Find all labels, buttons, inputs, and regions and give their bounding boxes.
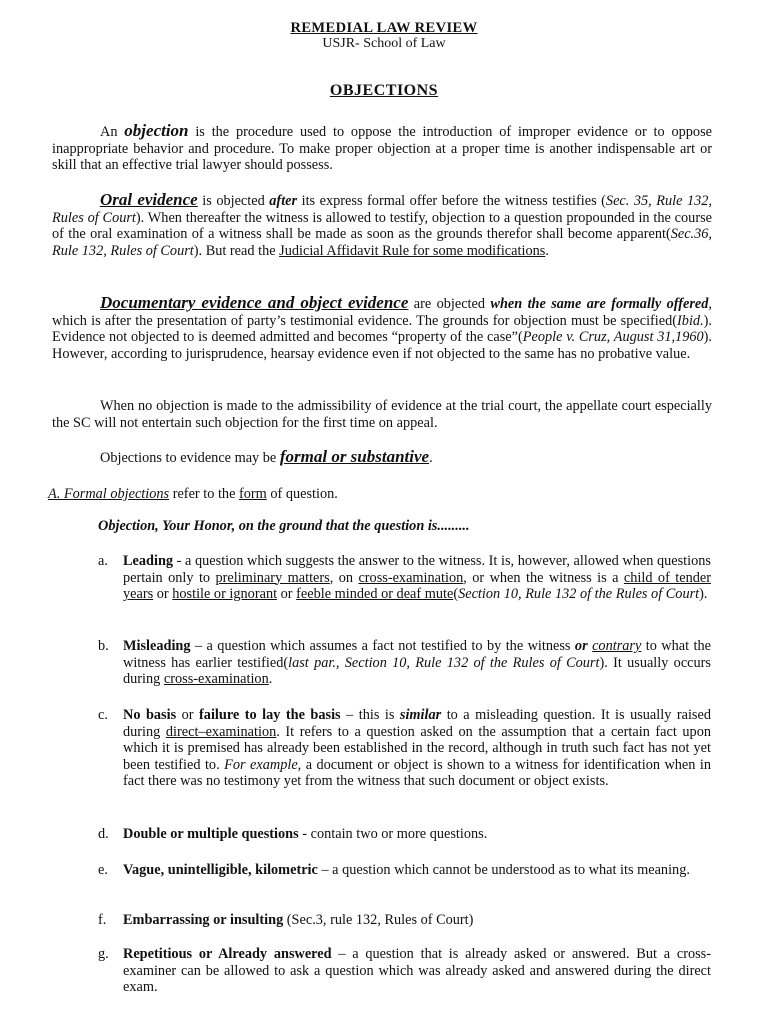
doc-text-2: , which is after the presentation of party’s testimonial evidence. The grounds for objection must be specified( — [52, 296, 712, 329]
document-subtitle: USJR- School of Law — [322, 36, 446, 51]
oral-citation-2: Sec.36, Rule 132, Rules of Court — [52, 226, 712, 259]
a-text-2: , on — [329, 569, 359, 586]
a-citation: Section 10, Rule 132 of the Rules of Court — [458, 586, 700, 603]
kinds-paragraph — [100, 449, 712, 467]
formal-or-substantive-term: formal or substantive — [279, 447, 430, 466]
cross-examination-b: cross-examination — [163, 671, 269, 688]
item-b-letter: b. — [98, 638, 109, 654]
objection-line: Objection, Your Honor, on the ground that the question is......... — [98, 518, 470, 534]
intro-paragraph — [52, 123, 712, 174]
item-f-embarrassing — [123, 912, 711, 929]
similar-term: similar — [399, 707, 442, 723]
oral-text-5: . — [545, 242, 549, 259]
doc-text-3: ). Evidence not objected to is deemed admitted and becomes “property of the case”( — [52, 312, 712, 346]
item-g-letter: g. — [98, 946, 109, 962]
f-text-1: (Sec.3, rule 132, Rules of Court) — [283, 912, 474, 928]
section-heading: OBJECTIONS — [329, 82, 439, 99]
formal-objections-paragraph — [48, 486, 712, 503]
item-e-vague — [123, 862, 711, 879]
contrary-term: contrary — [592, 638, 642, 654]
doc-citation-2: People v. Cruz, August 31,1960 — [522, 329, 704, 346]
intro-lead: An — [100, 124, 125, 140]
e-text-1: – a question which cannot be understood as to what its meaning. — [317, 862, 690, 878]
a-text-5: or — [277, 586, 297, 603]
documentary-evidence-term: Documentary evidence and object evidence — [100, 293, 409, 312]
feeble-minded-or-deaf-mute: feeble minded or deaf mute — [296, 586, 454, 603]
c-text-3: . It refers to a question asked on the assumption that a certain fact upon which it is premised has already been established in the record, although in truth such fact has not yet been testified to. — [123, 723, 711, 773]
after-term: after — [269, 193, 298, 209]
oral-citation-1: Sec. 35, Rule 132, Rules of Court — [52, 193, 713, 226]
formal-objections-label: A. Formal objections — [48, 486, 170, 502]
item-c-no-basis — [123, 707, 711, 790]
intro-text: is the procedure used to oppose the introduction of improper evidence or to oppose inappropriate behavior and procedure. To make proper objection at a proper time is another indispensable art or skill that an effective trial lawyer should possess. — [52, 124, 712, 174]
form-term: form — [238, 486, 267, 502]
vague-term: Vague, unintelligible, kilometric — [123, 862, 318, 878]
kinds-lead: Objections to evidence may be — [100, 450, 280, 466]
doc-text-1: are objected — [408, 296, 491, 312]
b-citation: last par., Section 10, Rule 132 of the Rules of Court — [288, 654, 600, 671]
item-b-misleading — [123, 638, 711, 688]
item-a-leading: Leading - a question which suggests the answer to the witness. It is, however, allowed when questions pertain only to preliminary matters, on cross-examination, or when the witness is a child of tender years or hostile or ignorant or feeble minded or deaf mute(Section 10, Rule 132 of the Rules of Court). — [123, 553, 711, 603]
misleading-term: Misleading — [123, 638, 191, 654]
or-term: or — [574, 638, 588, 654]
item-d-letter: d. — [98, 826, 109, 842]
preliminary-matters: preliminary matters — [215, 569, 330, 586]
kinds-end: . — [429, 450, 433, 466]
formally-offered-term: when the same are formally offered — [490, 296, 709, 312]
c-text-1: – this is — [340, 707, 400, 723]
oral-evidence-paragraph — [52, 192, 712, 259]
item-e-letter: e. — [98, 862, 108, 878]
a-text-1: - a question which suggests the answer to the witness. It is, however, allowed when questions pertain only to — [123, 553, 711, 586]
b-text-2: to what the witness has earlier testified( — [123, 638, 711, 671]
direct-examination: direct–examination — [165, 723, 277, 740]
d-text-1: - contain two or more questions. — [298, 826, 488, 842]
g-text-1: – a question that is already asked or answered. But a cross-examiner can be allowed to ask a question which was already asked and answered during the direct exam. — [123, 946, 711, 996]
item-c-letter: c. — [98, 707, 108, 723]
doc-text-4: ). However, according to jurisprudence, hearsay evidence even if not objected to the same has no probative value. — [52, 329, 712, 362]
appeal-paragraph: When no objection is made to the admissibility of evidence at the trial court, the appellate court especially the SC will not entertain such objection for the first time on appeal. — [52, 398, 712, 431]
formal-text-1: refer to the — [169, 486, 239, 502]
oral-evidence-term: Oral evidence — [100, 190, 198, 209]
a-text-3: , or when the witness is a — [463, 569, 624, 586]
item-g-repetitious — [123, 946, 711, 996]
c-text-4: , a document or object is shown to a witness for identification when in fact there was no testimony yet from the witness that such document or object exists. — [123, 756, 711, 790]
b-text-1: – a question which assumes a fact not testified to by the witness — [190, 638, 575, 654]
cross-examination: cross-examination — [358, 569, 464, 586]
document-title: REMEDIAL LAW REVIEW — [290, 20, 478, 36]
b-text-3: ). It usually occurs during — [123, 654, 711, 688]
a-text-4: or — [153, 586, 173, 603]
objection-term: objection — [124, 121, 189, 140]
doc-citation-1: Ibid. — [677, 312, 704, 329]
c-text-0: or — [176, 707, 200, 723]
double-questions-term: Double or multiple questions — [123, 826, 299, 842]
hostile-or-ignorant: hostile or ignorant — [172, 586, 278, 603]
oral-text-1: is objected — [197, 193, 270, 209]
child-of-tender-years: child of tender years — [123, 569, 711, 603]
formal-text-2: of question. — [266, 486, 338, 502]
repetitious-term: Repetitious or Already answered — [123, 946, 332, 962]
documentary-evidence-paragraph — [52, 295, 712, 362]
item-d-double — [123, 826, 711, 843]
oral-text-3: ). When thereafter the witness is allowed to testify, objection to a question propounded in the course of the oral examination of a witness shall be made as soon as the grounds therefor shall become apparent( — [52, 209, 712, 243]
failure-to-lay-basis-term: failure to lay the basis — [199, 707, 341, 723]
a-text-6: ). — [699, 586, 708, 603]
oral-text-2: its express formal offer before the witness testifies ( — [297, 193, 606, 209]
embarrassing-term: Embarrassing or insulting — [123, 912, 284, 928]
oral-text-4: ). But read the — [193, 242, 280, 259]
b-text-4: . — [268, 671, 273, 688]
item-a-letter: a. — [98, 553, 108, 569]
leading-term: Leading — [123, 553, 174, 569]
item-f-letter: f. — [98, 912, 107, 928]
c-text-2: to a misleading question. It is usually raised during — [123, 707, 711, 740]
for-example: For example — [224, 756, 298, 773]
no-basis-term: No basis — [123, 707, 177, 723]
judicial-affidavit-reference: Judicial Affidavit Rule for some modifications — [279, 242, 546, 259]
